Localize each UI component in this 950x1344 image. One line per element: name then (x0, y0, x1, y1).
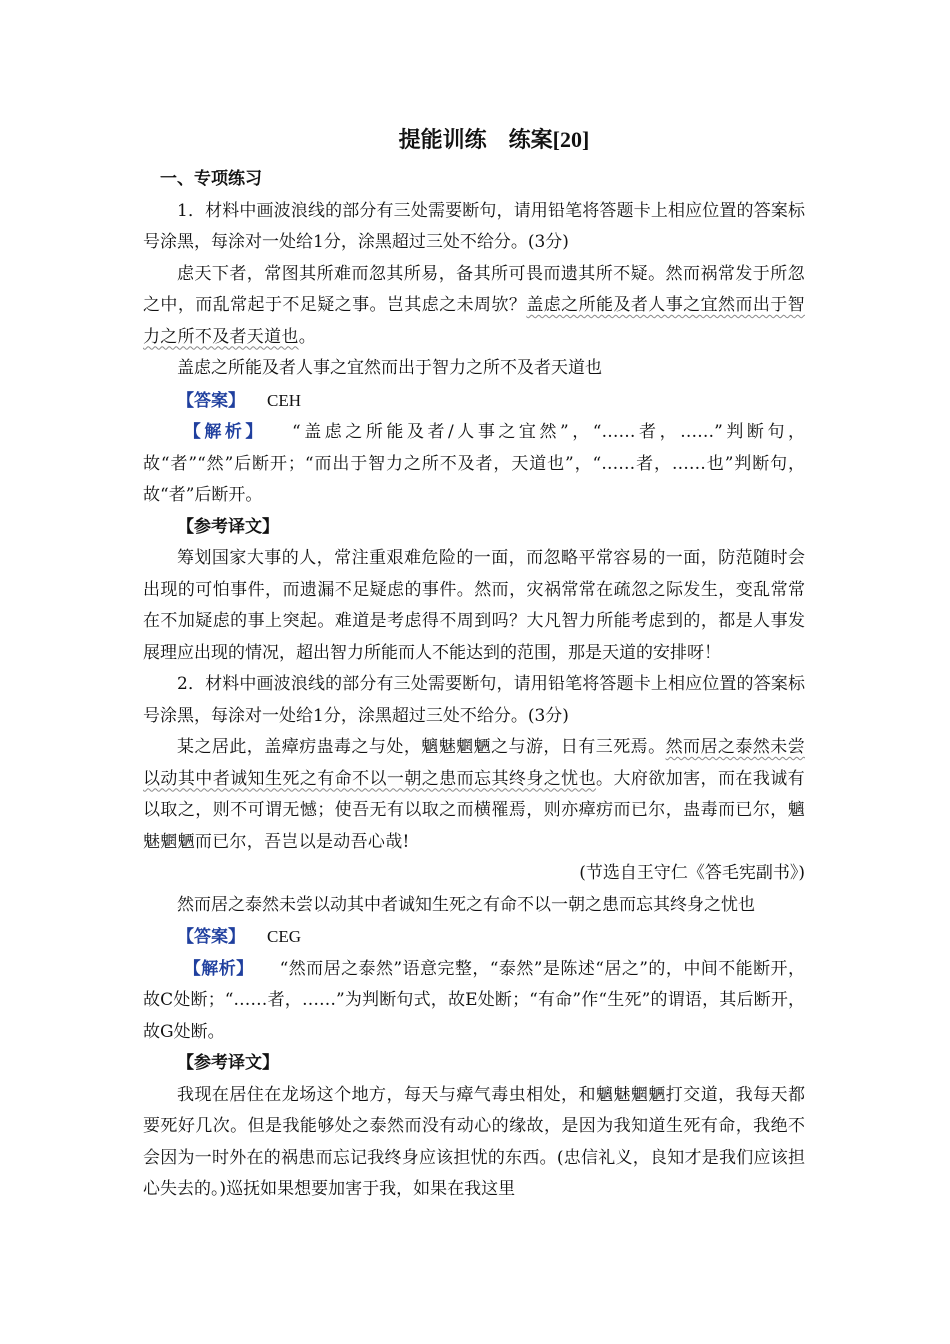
wavy-underlined-text: 然而居之泰然未尝以动其中者诚知生死之有命不以一朝之患而忘其终身之忧也 (143, 737, 805, 789)
analysis-label: 【解析】 (183, 422, 266, 442)
document-body (143, 120, 805, 1206)
passage-text-end: 。 (298, 326, 317, 347)
question-1-translation: 筹划国家大事的人，常注重艰难危险的一面，而忽略平常容易的一面，防范随时会出现的可怕事件，而遗漏不足疑虑的事件。然而，灾祸常常在疏忽之际发生，变乱常常在不加疑虑的事上突起。难道是考虑得不周到吗？大凡智力所能考虑到的，都是人事发展理应出现的情况，超出智力所能而人不能达到的范围，那是天道的安排呀！ (143, 548, 805, 663)
question-2-prompt: 2．材料中画波浪线的部分有三处需要断句，请用铅笔将答题卡上相应位置的答案标号涂黑，每涂对一处给1分，涂黑超过三处不给分。(3分) (143, 674, 805, 726)
passage-text-end: 。大府欲加害，而在我诚有以取之，则不可谓无憾；使吾无有以取之而横罹焉，则亦瘴疠而已尔，蛊毒而已尔，魑魅魍魉而已尔，吾岂以是动吾心哉! (143, 768, 805, 852)
section-heading: 一、专项练习 (160, 169, 262, 189)
answer-label: 【答案】 (177, 927, 245, 947)
passage-text: 虑天下者，常图其所难而忽其所易，备其所可畏而遗其所不疑。然而祸常发于所忽之中，而乱常起于不足疑之事。岂其虑之未周欤？ (143, 263, 805, 315)
question-2-source: (节选自王守仁《答毛宪副书》) (579, 863, 805, 883)
answer-label: 【答案】 (177, 390, 245, 411)
analysis-text: “然而居之泰然”语意完整，“泰然”是陈述“居之”的，中间不能断开，故C处断；“……者，……”为判断句式，故E处断；“有命”作“生死”的谓语，其后断开，故G处断。 (143, 958, 806, 1042)
answer-value: CEH (267, 390, 301, 410)
question-2-sentence: 然而居之泰然未尝以动其中者诚知生死之有命不以一朝之患而忘其终身之忧也 (177, 894, 755, 915)
question-2-passage (143, 732, 805, 858)
question-1-passage (143, 259, 805, 354)
question-1-analysis (143, 417, 805, 512)
question-1-answer (143, 385, 805, 418)
question-1-reference-label: 【参考译文】 (177, 516, 279, 537)
analysis-text: “盖虑之所能及者/人事之宜然”，“……者，……”判断句，故“者”“然”后断开；“而出于智力之所不及者，天道也”，“……者，……也”判断句，故“者”后断开。 (143, 422, 805, 505)
question-1-prompt: 1．材料中画波浪线的部分有三处需要断句，请用铅笔将答题卡上相应位置的答案标号涂黑，每涂对一处给1分，涂黑超过三处不给分。(3分) (143, 200, 805, 252)
wavy-underlined-text: 盖虑之所能及者人事之宜然而出于智力之所不及者天道也 (143, 295, 805, 347)
question-2-reference-label: 【参考译文】 (177, 1053, 279, 1073)
answer-value: CEG (267, 927, 301, 946)
question-2-answer (143, 921, 805, 954)
question-2-translation: 我现在居住在龙场这个地方，每天与瘴气毒虫相处，和魑魅魍魉打交道，我每天都要死好几次。但是我能够处之泰然而没有动心的缘故，是因为我知道生死有命，我绝不会因为一时外在的祸患而忘记我终身应该担忧的东西。(忠信礼义，良知才是我们应该担心失去的。)巡抚如果想要加害于我，如果在我这里 (143, 1084, 805, 1199)
passage-text: 某之居此，盖瘴疠蛊毒之与处，魑魅魍魉之与游，日有三死焉。 (177, 737, 666, 757)
page-title: 提能训练 练案[20] (398, 127, 590, 152)
analysis-label: 【解析】 (183, 958, 254, 979)
question-1-sentence: 盖虑之所能及者人事之宜然而出于智力之所不及者天道也 (177, 358, 602, 378)
question-2-analysis (143, 954, 805, 1049)
